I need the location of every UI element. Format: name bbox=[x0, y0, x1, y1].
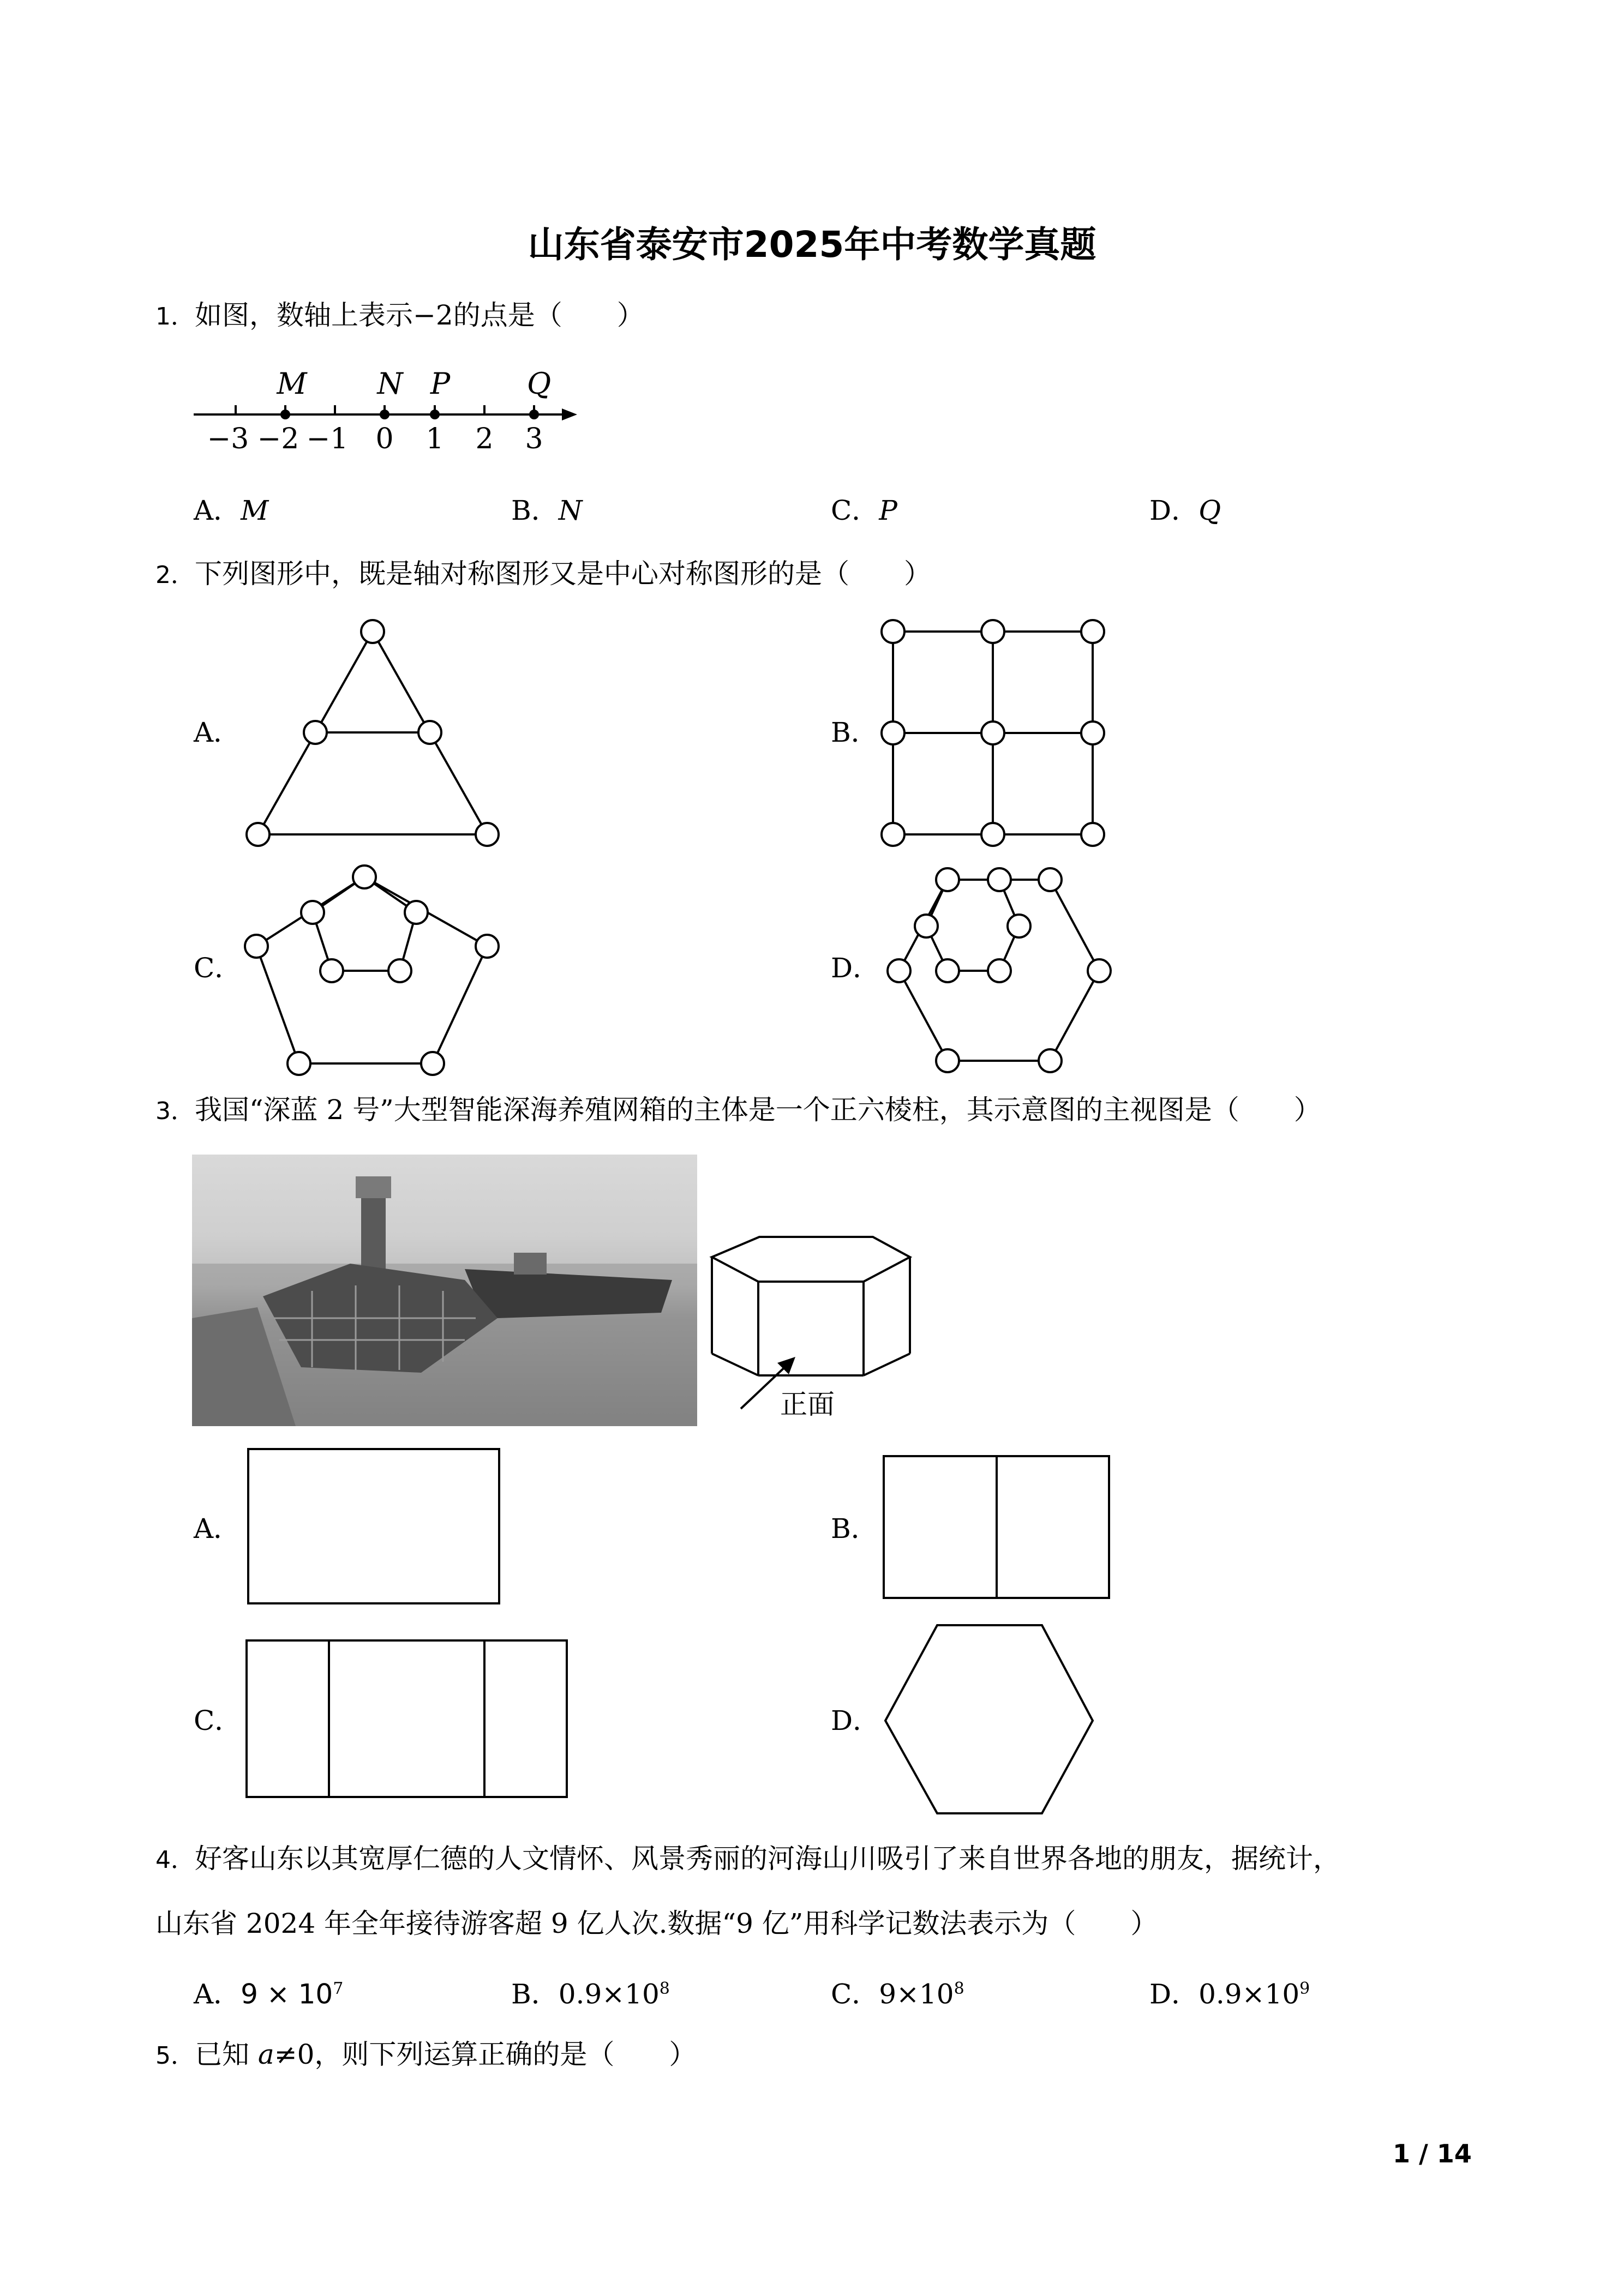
question-text: 我国“深蓝 2 号”大型智能深海养殖网箱的主体是一个正六棱柱，其示意图的主视图是（ ） bbox=[195, 1094, 1321, 1126]
question-number: 1． bbox=[155, 303, 195, 330]
option-a[interactable]: A． bbox=[194, 1513, 241, 1544]
question-number: 5． bbox=[155, 2042, 195, 2070]
tick-label: −1 bbox=[306, 423, 349, 455]
option-c[interactable]: C．$9\times 10^8$ bbox=[831, 1978, 964, 2010]
option-a[interactable]: A． bbox=[194, 717, 241, 748]
option-d[interactable]: D．Q bbox=[1149, 495, 1221, 526]
question-5: 5．已知 a≠0，则下列运算正确的是（ ） bbox=[155, 2039, 697, 2070]
option-b[interactable]: B．$0.9\times 10^8$ bbox=[511, 1978, 670, 2010]
tick-label: 0 bbox=[375, 423, 394, 455]
page-number: 1 / 14 bbox=[1393, 2139, 1472, 2168]
point-label-q: Q bbox=[526, 366, 552, 401]
question-number: 4． bbox=[155, 1846, 195, 1874]
tick-label: 1 bbox=[426, 423, 444, 455]
option-d[interactable]: D．$0.9\times 10^9$ bbox=[1149, 1978, 1310, 2010]
question-4-line-2: 山东省 2024 年全年接待游客超 9 亿人次.数据“9 亿”用科学记数法表示为（ ） bbox=[155, 1908, 1158, 1939]
option-a[interactable]: A．M bbox=[194, 495, 269, 526]
tick-label: −2 bbox=[257, 423, 299, 455]
option-b[interactable]: B．N bbox=[511, 495, 583, 526]
point-label-p: P bbox=[430, 366, 451, 401]
option-c[interactable]: C． bbox=[194, 952, 242, 984]
variable-a: a bbox=[257, 2039, 274, 2070]
option-b[interactable]: B． bbox=[831, 1513, 878, 1544]
option-b[interactable]: B． bbox=[831, 717, 878, 748]
option-c[interactable]: C． bbox=[194, 1705, 242, 1736]
option-a-rectangle bbox=[248, 1449, 499, 1603]
option-a[interactable]: A．$9 \times 10^7$ bbox=[194, 1978, 344, 2010]
question-number: 3． bbox=[155, 1097, 195, 1125]
question-text: 如图，数轴上表示−2的点是（ ） bbox=[195, 299, 644, 331]
tick-label: −3 bbox=[207, 423, 249, 455]
option-d[interactable]: D． bbox=[831, 952, 880, 984]
question-text: 好客山东以其宽厚仁德的人文情怀、风景秀丽的河海山川吸引了来自世界各地的朋友，据统计， bbox=[195, 1843, 1340, 1874]
question-number: 2． bbox=[155, 561, 195, 589]
point-label-n: N bbox=[377, 366, 403, 401]
tick-label: 3 bbox=[525, 423, 543, 455]
option-c-three-rectangles bbox=[247, 1640, 567, 1797]
option-b-two-rectangles bbox=[884, 1456, 1109, 1598]
page-title: 山东省泰安市2025年中考数学真题 bbox=[528, 224, 1096, 266]
point-label-m: M bbox=[277, 366, 307, 401]
option-d[interactable]: D． bbox=[831, 1705, 880, 1736]
option-c[interactable]: C．P bbox=[831, 495, 897, 526]
tick-label: 2 bbox=[475, 423, 494, 455]
question-text: 下列图形中，既是轴对称图形又是中心对称图形的是（ ） bbox=[195, 558, 931, 590]
front-label: 正面 bbox=[780, 1389, 835, 1420]
option-d-hexagon bbox=[885, 1625, 1093, 1813]
question-4-line-1 bbox=[155, 1842, 1340, 1877]
